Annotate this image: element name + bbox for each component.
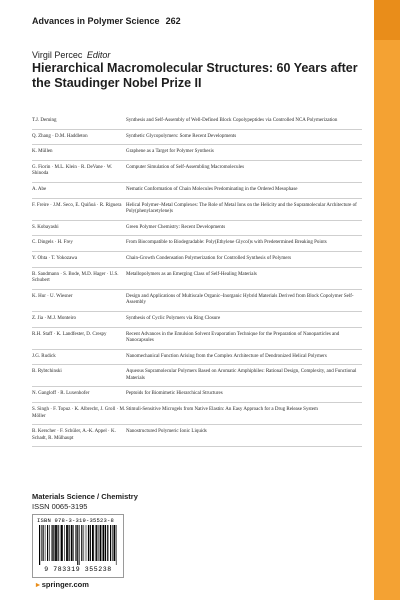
barcode-bar	[114, 525, 116, 561]
toc-entry	[32, 403, 362, 425]
issn: ISSN 0065-3195	[32, 502, 88, 511]
barcode-bar	[112, 525, 113, 561]
table-of-contents	[32, 114, 362, 447]
toc-title: Design and Applications of Multiscale Organic–Inorganic Hybrid Materials Derived from Block Copolymer Self-Assembly	[126, 293, 354, 306]
toc-authors: Y. Ohta · T. Yokozawa	[32, 255, 78, 261]
barcode-bar	[92, 525, 94, 561]
toc-entry	[32, 183, 362, 199]
toc-title: Nematic Conformation of Chain Molecules Predominating in the Ordered Mesophase	[126, 186, 298, 192]
toc-authors: C. Dingels · H. Frey	[32, 240, 73, 246]
toc-authors: F. Freire · J.M. Seco, E. Quiñoá · R. Riguera	[32, 202, 122, 208]
barcode-bar	[90, 525, 91, 561]
toc-authors: K. Hur · U. Wiesner	[32, 293, 73, 299]
barcode-bar	[98, 525, 99, 561]
barcode-bar	[95, 525, 96, 561]
barcode-bar	[73, 525, 74, 561]
barcode-bar	[52, 525, 53, 561]
toc-authors: Z. Jia · M.J. Monteiro	[32, 315, 77, 321]
barcode-bar	[110, 525, 111, 561]
toc-title: Stimuli-Sensitive Microgels from Native Elastin: An Easy Approach for a Drug Release System	[126, 407, 318, 413]
barcode-bar	[84, 525, 85, 561]
toc-entry	[32, 252, 362, 268]
barcode-bar	[39, 525, 40, 565]
editor-name: Virgil Percec	[32, 50, 83, 60]
orange-strip-top-band	[374, 0, 400, 40]
barcode-bar	[116, 525, 117, 565]
toc-title: Synthetic Glycopolymers: Some Recent Developments	[126, 133, 237, 139]
toc-authors: R.H. Staff · K. Landfester, D. Crespy	[32, 331, 107, 337]
barcode-bar	[96, 525, 97, 561]
barcode-bar	[103, 525, 105, 561]
barcode-bar	[77, 525, 78, 565]
toc-title: Chain-Growth Condensation Polymerization for Controlled Synthesis of Polymers	[126, 255, 292, 261]
toc-title: Helical Polymer–Metal Complexes: The Role of Metal Ions on the Helicity and the Supramolecular Architecture of Poly(phenylacetylene)s	[126, 202, 357, 215]
ean-number: 9 783319 355238	[44, 566, 112, 573]
toc-authors: B. Kerscher · F. Schüler, A.-K. Appel · K. Schadt, R. Mülhaupt	[32, 429, 116, 441]
toc-entry	[32, 268, 362, 290]
toc-entry	[32, 350, 362, 366]
barcode-bar	[53, 525, 54, 561]
toc-entry	[32, 114, 362, 130]
barcode-bar	[79, 525, 80, 565]
isbn-text: ISBN 978-3-319-35523-8	[37, 517, 115, 524]
barcode-bar	[58, 525, 59, 561]
toc-entry	[32, 221, 362, 237]
toc-authors: Q. Zhang · D.M. Haddleton	[32, 133, 88, 139]
toc-entry	[32, 312, 362, 328]
toc-title: Graphene as a Target for Polymer Synthesis	[126, 149, 214, 155]
website-text: springer.com	[41, 580, 89, 589]
barcode-bar	[75, 525, 76, 561]
toc-authors: J.G. Rudick	[32, 353, 56, 359]
barcode-bar	[60, 525, 61, 561]
toc-title: Nanomechanical Function Arising from the Complex Architecture of Dendronized Helical Polymers	[126, 353, 327, 359]
barcode-bar	[49, 525, 50, 561]
series-name: Advances in Polymer Science	[32, 16, 160, 26]
barcode-bar	[64, 525, 65, 561]
toc-authors: S. Singh · F. Topuz · K. Albrecht, J. Groll · M. Möller	[32, 407, 126, 419]
toc-entry	[32, 387, 362, 403]
book-title: Hierarchical Macromolecular Structures: 60 Years after the Staudinger Nobel Prize II	[32, 61, 358, 90]
barcode-bar	[71, 525, 73, 561]
toc-authors: T.J. Deming	[32, 118, 57, 123]
barcode-box	[32, 514, 124, 578]
toc-title: Aqueous Supramolecular Polymers Based on Aromatic Amphiphiles: Rational Design, Complexity, and Functional Materials	[126, 369, 357, 381]
toc-entry	[32, 145, 362, 161]
barcode-bar	[105, 525, 106, 561]
toc-entry	[32, 365, 362, 387]
toc-entry	[32, 199, 362, 221]
barcode-bar	[43, 525, 44, 561]
toc-entry	[32, 290, 362, 312]
barcode-icon	[39, 525, 117, 565]
toc-title: Nanostructured Polymeric Ionic Liquids	[126, 429, 207, 435]
editor-role: Editor	[86, 50, 111, 60]
toc-title: From Biocompatible to Biodegradable: Poly(Ethylene Glycol)s with Predetermined Breaking Points	[126, 240, 327, 246]
toc-title: Peptoids for Biomimetic Hierarchical Structures	[126, 391, 223, 397]
barcode-bar	[47, 525, 48, 561]
subject-category: Materials Science / Chemistry	[32, 492, 138, 501]
arrow-icon: ▸	[36, 580, 40, 589]
toc-title: Recent Advances in the Emulsion Solvent Evaporation Technique for the Preparation of Nanoparticles and Nanocapsules	[126, 331, 340, 344]
barcode-bar	[61, 525, 63, 561]
barcode-bar	[66, 525, 68, 561]
barcode-bar	[45, 525, 46, 561]
toc-authors: S. Kobayashi	[32, 224, 59, 230]
barcode-bar	[55, 525, 57, 561]
toc-authors: G. Fiorin · M.L. Klein · R. DeVane · W. Shinoda	[32, 164, 113, 177]
toc-authors: A. Abe	[32, 186, 47, 192]
toc-authors: N. Gangloff · R. Luxenhofer	[32, 391, 90, 397]
series-volume: 262	[165, 16, 181, 26]
barcode-bar	[41, 525, 42, 561]
publisher-website[interactable]	[36, 580, 89, 589]
orange-side-strip	[374, 0, 400, 600]
toc-entry	[32, 236, 362, 252]
toc-title: Metallopolymers as an Emerging Class of Self-Healing Materials	[126, 271, 257, 277]
toc-entry	[32, 161, 362, 183]
toc-entry	[32, 130, 362, 146]
toc-title: Computer Simulation of Self-Assembling Macromolecules	[126, 164, 245, 170]
series-line	[32, 16, 181, 26]
toc-title: Green Polymer Chemistry: Recent Developments	[126, 224, 226, 230]
toc-title: Synthesis and Self-Assembly of Well-Defined Block Copolypeptides via Controlled NCA Polymerization	[126, 118, 338, 123]
barcode-bar	[86, 525, 87, 561]
barcode-bar	[69, 525, 70, 561]
barcode-bar	[88, 525, 89, 561]
toc-authors: B. Rybtchinski	[32, 369, 62, 375]
toc-entry	[32, 425, 362, 447]
barcode-bar	[100, 525, 102, 561]
editor-line	[32, 50, 110, 60]
toc-authors: K. Müllen	[32, 149, 53, 155]
toc-authors: B. Sandmann · S. Bode, M.D. Hager · U.S. Schubert	[32, 271, 119, 284]
barcode-bar	[81, 525, 82, 561]
barcode-bar	[107, 525, 108, 561]
toc-title: Synthesis of Cyclic Polymers via Ring Closure	[126, 315, 221, 321]
toc-entry	[32, 328, 362, 350]
